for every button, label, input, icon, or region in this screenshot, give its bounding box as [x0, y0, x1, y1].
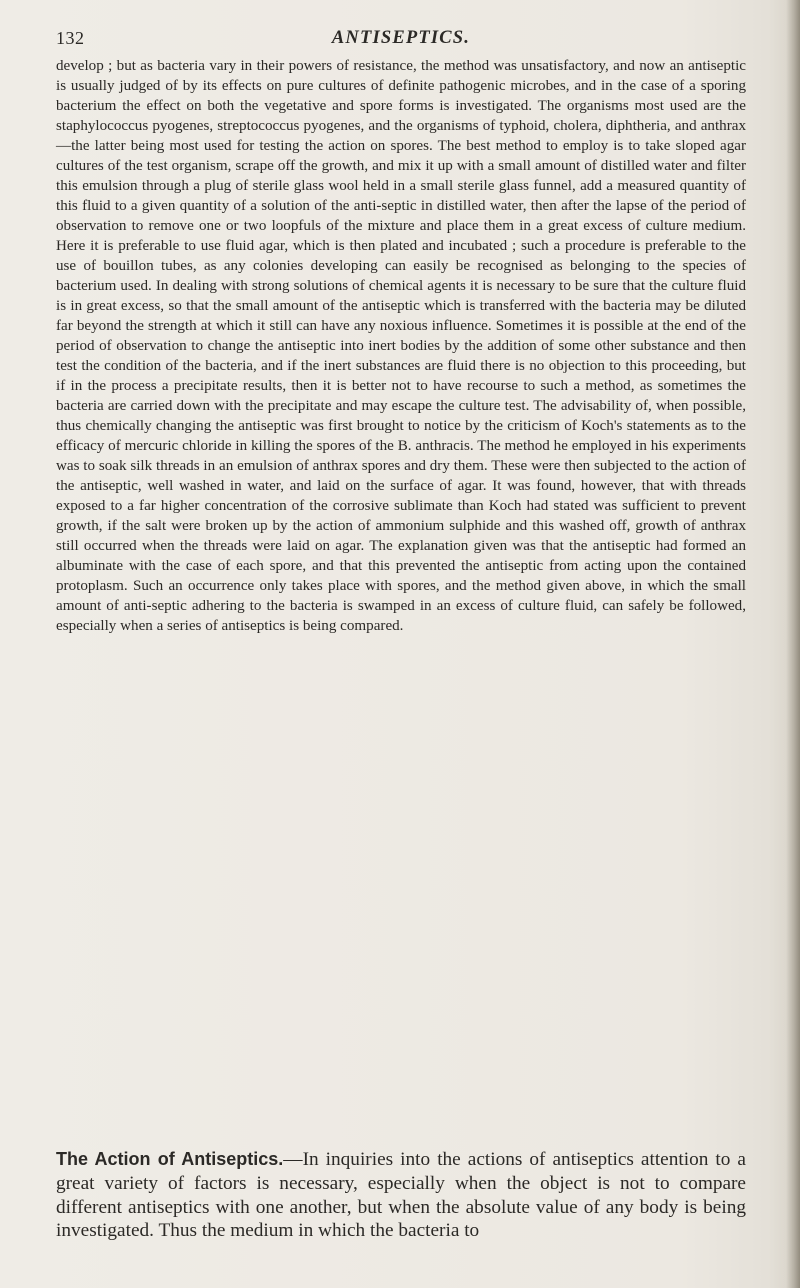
section-text: —In inquiries into the actions of antiseptics attention to a great variety of factors is necessary, especially when the object is not to compare different antiseptics with one another, but when the absolute value of any body is being investigated. Thus the medium in which the bacteria to	[56, 1149, 746, 1242]
section-heading: The Action of Antiseptics.	[56, 1149, 284, 1169]
section-paragraph	[56, 1148, 746, 1243]
running-head	[56, 28, 746, 52]
body-paragraph: develop ; but as bacteria vary in their powers of resistance, the method was unsatisfactory, and now an antiseptic is usually judged of by its effects on pure cultures of definite pathogenic microbes, and in the case of a sporing bacterium the effect on both the vegetative and spore forms is investigated. The organisms most used are the staphylococcus pyogenes, streptococcus pyogenes, and the organisms of typhoid, cholera, diphtheria, and anthrax—the latter being most used for testing the action on spores. The best method to employ is to take sloped agar cultures of the test organism, scrape off the growth, and mix it up with a small amount of distilled water and filter this emulsion through a plug of sterile glass wool held in a small sterile glass funnel, add a measured quantity of this fluid to a given quantity of a solution of the anti-septic in distilled water, then after the lapse of the period of observation to remove one or two loopfuls of the mixture and place them in a great excess of culture medium. Here it is preferable to use fluid agar, which is then plated and incubated ; such a procedure is preferable to the use of bouillon tubes, as any colonies developing can easily be recognised as belonging to the species of bacterium used. In dealing with strong solutions of chemical agents it is necessary to be sure that the culture fluid is in great excess, so that the small amount of the antiseptic which is transferred with the bacteria may be diluted far beyond the strength at which it still can have any noxious influence. Sometimes it is possible at the end of the period of observation to change the antiseptic into inert bodies by the addition of some other substance and then test the condition of the bacteria, and if the inert substances are fluid there is no objection to this proceeding, but if in the process a precipitate results, then it is better not to have recourse to such a method, as sometimes the bacteria are carried down with the precipitate and may escape the culture test. The advisability of, when possible, thus chemically changing the antiseptic was first brought to notice by the criticism of Koch's statements as to the efficacy of mercuric chloride in killing the spores of the B. anthracis. The method he employed in his experiments was to soak silk threads in an emulsion of anthrax spores and dry them. These were then subjected to the action of the antiseptic, well washed in water, and laid on the surface of agar. It was found, however, that with threads exposed to a far higher concentration of the corrosive sublimate than Koch had stated was sufficient to prevent growth, if the salt were broken up by the action of ammonium sulphide and this washed off, growth of anthrax still occurred when the threads were laid on agar. The explanation given was that the antiseptic had formed an albuminate with the case of each spore, and that this prevented the antiseptic from acting upon the contained protoplasm. Such an occurrence only takes place with spores, and the method given above, in which the small amount of anti-septic adhering to the bacteria is swamped in an excess of culture fluid, can safely be followed, especially when a series of antiseptics is being compared.	[56, 58, 746, 634]
page-number: 132	[56, 28, 85, 48]
page-edge-shadow	[786, 0, 800, 1288]
running-title: ANTISEPTICS.	[331, 28, 471, 48]
